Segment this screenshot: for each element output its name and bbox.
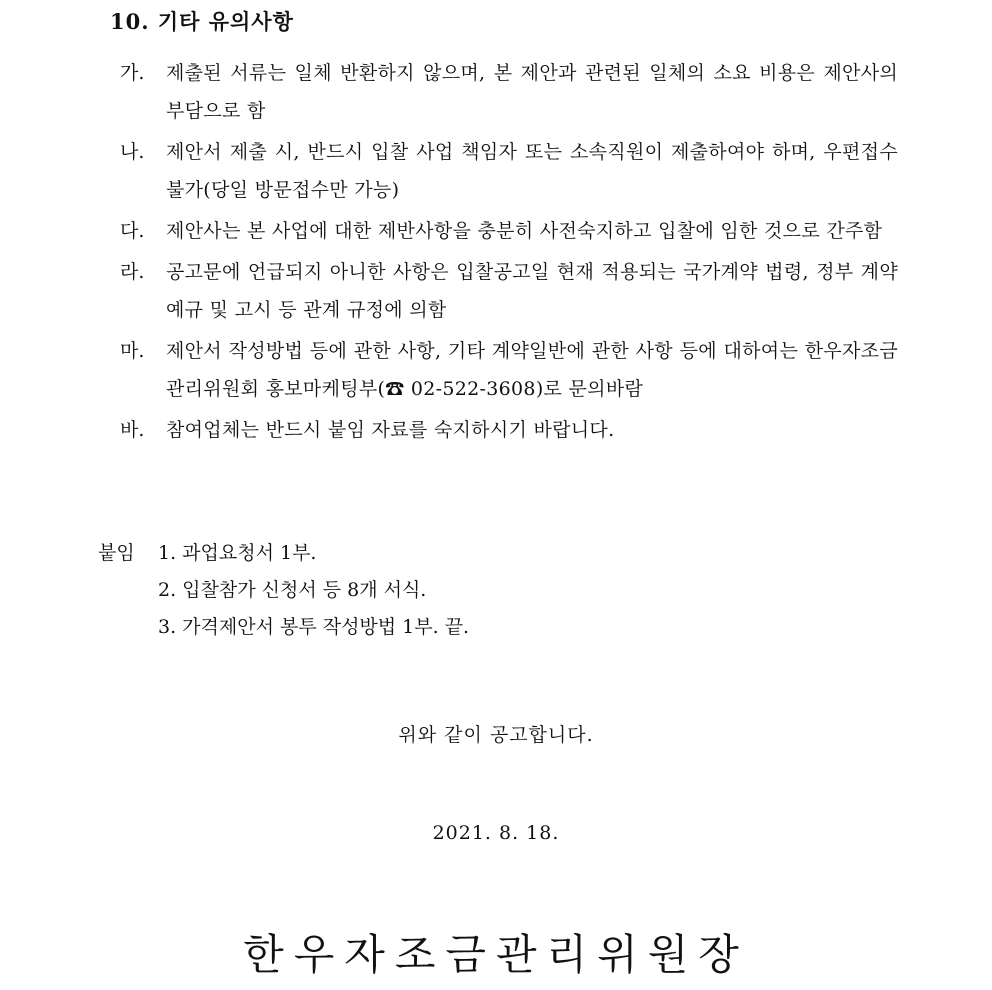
item-marker: 마. (120, 340, 145, 362)
notice-item (120, 411, 898, 449)
attachment-row (98, 535, 469, 572)
item-marker: 가. (120, 62, 145, 84)
item-text: 제안사는 본 사업에 대한 제반사항을 충분히 사전숙지하고 입찰에 임한 것으로 간주함 (166, 220, 883, 242)
attachment-label: 붙임 (98, 542, 135, 564)
attachment-item: 3. 가격제안서 봉투 작성방법 1부. 끝. (158, 616, 470, 638)
item-text: 공고문에 언급되지 아니한 사항은 입찰공고일 현재 적용되는 국가계약 법령, 정부 계약예규 및 고시 등 관계 규정에 의함 (166, 261, 898, 321)
issuer-title: 한우자조금관리위원장 (243, 930, 749, 979)
attachment-row (98, 572, 469, 609)
attachment-item: 1. 과업요청서 1부. (158, 542, 317, 564)
item-text: 제출된 서류는 일체 반환하지 않으며, 본 제안과 관련된 일체의 소요 비용은 제안사의 부담으로 함 (166, 62, 898, 122)
notice-item (120, 133, 898, 209)
item-text: 참여업체는 반드시 붙임 자료를 숙지하시기 바랍니다. (166, 419, 615, 441)
attachments (98, 535, 469, 646)
closing-statement: 위와 같이 공고합니다. (398, 724, 594, 746)
item-marker: 다. (120, 220, 145, 242)
item-text: 제안서 작성방법 등에 관한 사항, 기타 계약일반에 관한 사항 등에 대하여는 한우자조금관리위원회 홍보마케팅부(☎ 02-522-3608)로 문의바람 (166, 340, 898, 400)
notice-item (120, 332, 898, 408)
section-title: 10. 기타 유의사항 (110, 9, 294, 34)
announcement-date: 2021. 8. 18. (432, 822, 560, 844)
item-text: 제안서 제출 시, 반드시 입찰 사업 책임자 또는 소속직원이 제출하여야 하며, 우편접수 불가(당일 방문접수만 가능) (166, 141, 898, 201)
notice-item (120, 54, 898, 130)
attachment-row (98, 609, 469, 646)
notice-item (120, 212, 898, 250)
attachment-item: 2. 입찰참가 신청서 등 8개 서식. (158, 579, 427, 601)
item-marker: 바. (120, 419, 145, 441)
notice-item (120, 253, 898, 329)
item-marker: 라. (120, 261, 145, 283)
notice-items (120, 54, 898, 452)
item-marker: 나. (120, 141, 145, 163)
